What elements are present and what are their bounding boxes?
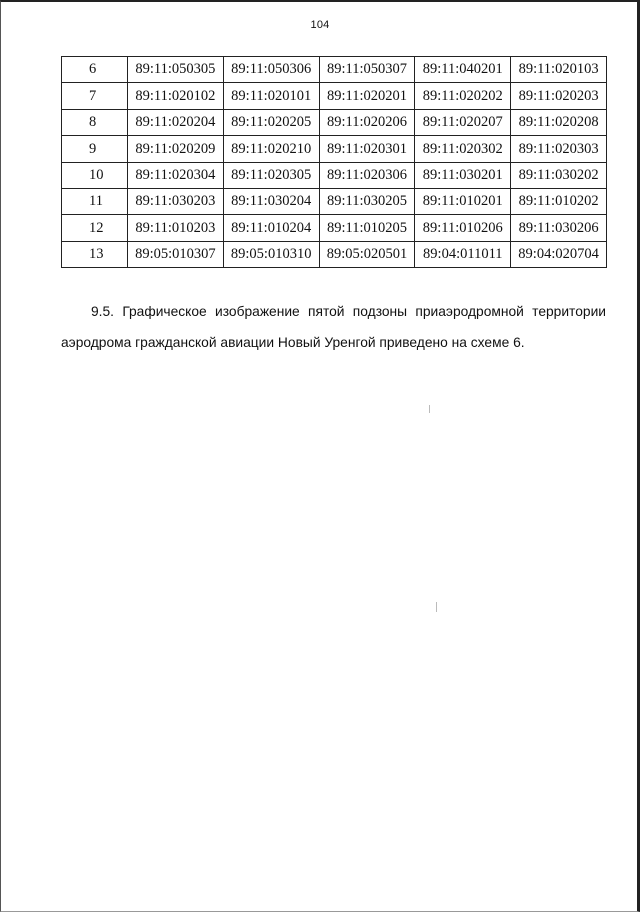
cadastral-number-cell: 89:11:020304	[128, 162, 224, 188]
table-row	[62, 136, 607, 162]
row-number-cell: 10	[62, 162, 128, 188]
cadastral-number-cell: 89:05:010307	[128, 241, 224, 267]
cadastral-number-cell: 89:11:010201	[415, 188, 511, 214]
cadastral-number-cell: 89:11:030203	[128, 188, 224, 214]
cadastral-number-cell: 89:11:050305	[128, 57, 224, 83]
row-number-cell: 8	[62, 109, 128, 135]
cadastral-number-cell: 89:11:050306	[223, 57, 319, 83]
cadastral-table-body	[62, 57, 607, 268]
table-row	[62, 215, 607, 241]
row-number-cell: 9	[62, 136, 128, 162]
cadastral-number-cell: 89:11:030204	[223, 188, 319, 214]
cadastral-number-cell: 89:11:020301	[319, 136, 415, 162]
table-row	[62, 109, 607, 135]
cadastral-number-cell: 89:11:030202	[511, 162, 607, 188]
cadastral-number-cell: 89:11:020206	[319, 109, 415, 135]
table-row	[62, 83, 607, 109]
cadastral-number-cell: 89:11:020205	[223, 109, 319, 135]
cadastral-number-cell: 89:11:040201	[415, 57, 511, 83]
row-number-cell: 13	[62, 241, 128, 267]
row-number-cell: 12	[62, 215, 128, 241]
cadastral-number-cell: 89:11:020202	[415, 83, 511, 109]
cadastral-number-cell: 89:11:020207	[415, 109, 511, 135]
scan-speck	[429, 405, 430, 413]
cadastral-number-cell: 89:11:050307	[319, 57, 415, 83]
cadastral-number-cell: 89:11:020305	[223, 162, 319, 188]
row-number-cell: 6	[62, 57, 128, 83]
scan-speck	[436, 602, 437, 612]
cadastral-number-cell: 89:11:020209	[128, 136, 224, 162]
cadastral-number-cell: 89:11:010204	[223, 215, 319, 241]
table-row	[62, 162, 607, 188]
cadastral-number-cell: 89:05:010310	[223, 241, 319, 267]
table-row	[62, 241, 607, 267]
cadastral-number-cell: 89:05:020501	[319, 241, 415, 267]
cadastral-number-cell: 89:11:020302	[415, 136, 511, 162]
cadastral-number-cell: 89:11:010205	[319, 215, 415, 241]
cadastral-number-cell: 89:11:020303	[511, 136, 607, 162]
paragraph-text: 9.5. Графическое изображение пятой подзоны приаэродромной территории аэродрома гражданской авиации Новый Уренгой приведено на схеме 6.	[61, 304, 606, 350]
cadastral-number-cell: 89:11:030201	[415, 162, 511, 188]
cadastral-number-cell: 89:11:020204	[128, 109, 224, 135]
cadastral-number-cell: 89:11:010202	[511, 188, 607, 214]
cadastral-table	[61, 56, 607, 268]
cadastral-number-cell: 89:11:020210	[223, 136, 319, 162]
cadastral-number-cell: 89:11:010206	[415, 215, 511, 241]
cadastral-number-cell: 89:11:020201	[319, 83, 415, 109]
table-row	[62, 57, 607, 83]
cadastral-number-cell: 89:11:010203	[128, 215, 224, 241]
table-row	[62, 188, 607, 214]
page-number: 104	[310, 19, 330, 31]
cadastral-number-cell: 89:11:020101	[223, 83, 319, 109]
row-number-cell: 11	[62, 188, 128, 214]
cadastral-number-cell: 89:04:011011	[415, 241, 511, 267]
cadastral-number-cell: 89:11:030205	[319, 188, 415, 214]
cadastral-number-cell: 89:11:020102	[128, 83, 224, 109]
cadastral-number-cell: 89:11:030206	[511, 215, 607, 241]
section-paragraph	[61, 296, 606, 358]
cadastral-number-cell: 89:11:020203	[511, 83, 607, 109]
cadastral-number-cell: 89:11:020208	[511, 109, 607, 135]
cadastral-number-cell: 89:04:020704	[511, 241, 607, 267]
cadastral-number-cell: 89:11:020103	[511, 57, 607, 83]
row-number-cell: 7	[62, 83, 128, 109]
cadastral-number-cell: 89:11:020306	[319, 162, 415, 188]
